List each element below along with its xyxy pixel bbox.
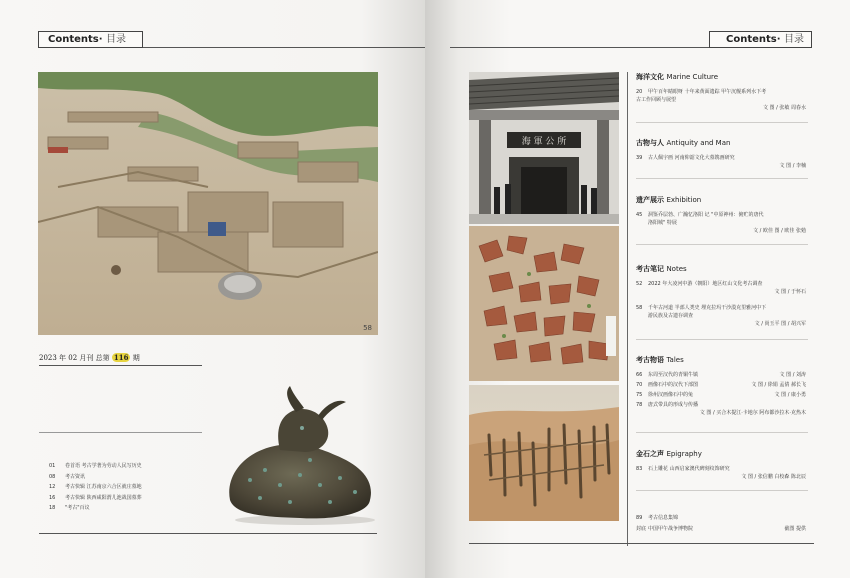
section-tales	[636, 355, 816, 417]
left-toc-item[interactable]: 08 考古资讯	[49, 473, 86, 480]
toc-entry[interactable]: 20 甲午百年睛眼呀 十年来黄面遗踪 甲午沉舰系列水下考	[636, 89, 767, 95]
contents-label: Contents	[726, 34, 777, 45]
toc-entry-continued: 洛阳城" 特展	[648, 220, 677, 226]
left-contents-header: Contents· 目录	[38, 31, 143, 48]
aerial-village-photo	[38, 72, 378, 335]
section-heading: 海洋文化 Marine Culture	[636, 73, 719, 81]
toc-entry[interactable]: 83 石上雕花 山西启家澳代碑刻纹饰研究	[636, 466, 730, 472]
section-heading: 金石之声 Epigraphy	[636, 450, 702, 458]
right-header-rule	[450, 47, 735, 48]
pottery-shards-image	[469, 226, 619, 381]
toc-entry[interactable]: 75 徐州汉画像石中的兔 文 图 / 康小勇	[636, 392, 806, 398]
toc-vertical-rule	[627, 72, 628, 546]
pottery-shards-photo	[469, 226, 619, 381]
section-divider	[636, 122, 808, 123]
entry-author: 文 图 / 张敏 周春水	[762, 105, 806, 111]
section-divider	[636, 339, 808, 340]
right-bottom-rule	[469, 543, 814, 544]
bronze-ox-image	[210, 380, 390, 530]
toc-rule	[39, 432, 202, 433]
naval-office-photo	[469, 72, 619, 224]
toc-entry-continued: 古工作回顾与展望	[636, 97, 677, 103]
section-epigraphy	[636, 449, 816, 481]
toc-entry[interactable]: 39 古人佩宇画 河南仰韶文化大墓镌画研究	[636, 155, 735, 161]
bronze-ox-photo	[210, 380, 390, 530]
desert-posts-photo	[469, 385, 619, 521]
right-footer	[636, 514, 816, 533]
issue-line: 2023 年 02 月刊 总第 116 期	[39, 353, 140, 362]
credit-text: 截图 提供	[784, 526, 806, 532]
section-divider	[636, 432, 808, 433]
entry-author: 文 图 / 康小勇	[774, 392, 806, 398]
entry-author: 文 图 / 张信鹏 白校森 陈北辰	[741, 474, 806, 480]
entry-author: 文 图 / 徐娟 孟倩 郝长飞	[751, 382, 806, 388]
section-divider	[636, 244, 808, 245]
issue-number-badge: 116	[113, 353, 129, 362]
toc-entry-continued: 游民族及古遗存调查	[648, 313, 694, 319]
toc-entry[interactable]: 52 2022 年大凌河中游（朝阳）地区红山文化考古调查	[636, 281, 763, 287]
section-heading: 考古笔记 Notes	[636, 265, 687, 273]
section-heading: 考古物语 Tales	[636, 356, 684, 364]
mulu-label: 目录	[106, 34, 127, 45]
entry-author: 文 图 / 李楠	[779, 163, 806, 169]
section-heading: 遗产展示 Exhibition	[636, 196, 702, 204]
left-toc-item[interactable]: 16 考古快辑 陕西咸阳渭儿池战国墓葬	[49, 494, 142, 501]
entry-author: 文 / 欧佳 图 / 欧佳 张勉	[753, 228, 806, 234]
left-bottom-rule	[39, 533, 377, 534]
entry-author: 文 / 尚玉平 图 / 胡兴军	[754, 321, 806, 327]
entry-author: 文 图 / 于怀石	[774, 289, 806, 295]
issue-rule	[39, 365, 202, 366]
toc-entry[interactable]: 70 画像石中的汉代下部图 文 图 / 徐娟 孟倩 郝长飞	[636, 382, 806, 388]
toc-entry[interactable]: 58 千年古河道 半部人类史 埋克拉玛干沙漠克里雅河中下	[636, 305, 767, 311]
section-antiquity-and-man	[636, 138, 816, 170]
toc-entry[interactable]: 66 东周至汉代的青铜牛镇 文 图 / 刘涛	[636, 372, 806, 378]
toc-entry[interactable]: 89 考古信息集锦	[636, 515, 679, 521]
right-contents-header: Contents· 目录	[709, 31, 812, 48]
section-notes	[636, 264, 816, 328]
left-toc-item[interactable]: 18 "考古"百议	[49, 505, 90, 511]
contents-label: Contents	[48, 34, 99, 45]
toc-entry[interactable]: 45 洞鉴乔层勃、广瀚忆洛阳 记 "中原神州：俯贮的唐代	[636, 212, 764, 218]
sign-board-text: 海 軍 公 所	[521, 137, 567, 147]
toc-entry[interactable]: 78 唐式带具的形成与传播	[636, 402, 699, 408]
left-toc-item[interactable]: 12 考古快辑 江苏南京六合区就庄墓地	[49, 484, 142, 490]
left-toc	[49, 461, 142, 514]
section-marine-culture	[636, 72, 816, 112]
desert-posts-image	[469, 385, 619, 521]
section-divider	[636, 178, 808, 179]
section-heading: 古物与人 Antiquity and Man	[636, 139, 731, 147]
photo-page-number: 58	[363, 324, 372, 332]
entry-author: 文 图 / 买合木提江·卡地尔 阿布都沙拉木·克热木	[699, 410, 806, 416]
section-divider	[636, 490, 808, 491]
mulu-label: 目录	[784, 34, 805, 45]
toc-entry[interactable]: 封底 中国甲午战争博物院 截图 提供	[636, 526, 806, 532]
header-rule	[143, 47, 425, 48]
aerial-village-image	[38, 72, 378, 335]
naval-office-image	[469, 72, 619, 224]
entry-author: 文 图 / 刘涛	[779, 372, 806, 378]
section-exhibition	[636, 195, 816, 235]
left-toc-item[interactable]: 01 卷首语 考古学著为劳动人民写历史	[49, 463, 142, 469]
